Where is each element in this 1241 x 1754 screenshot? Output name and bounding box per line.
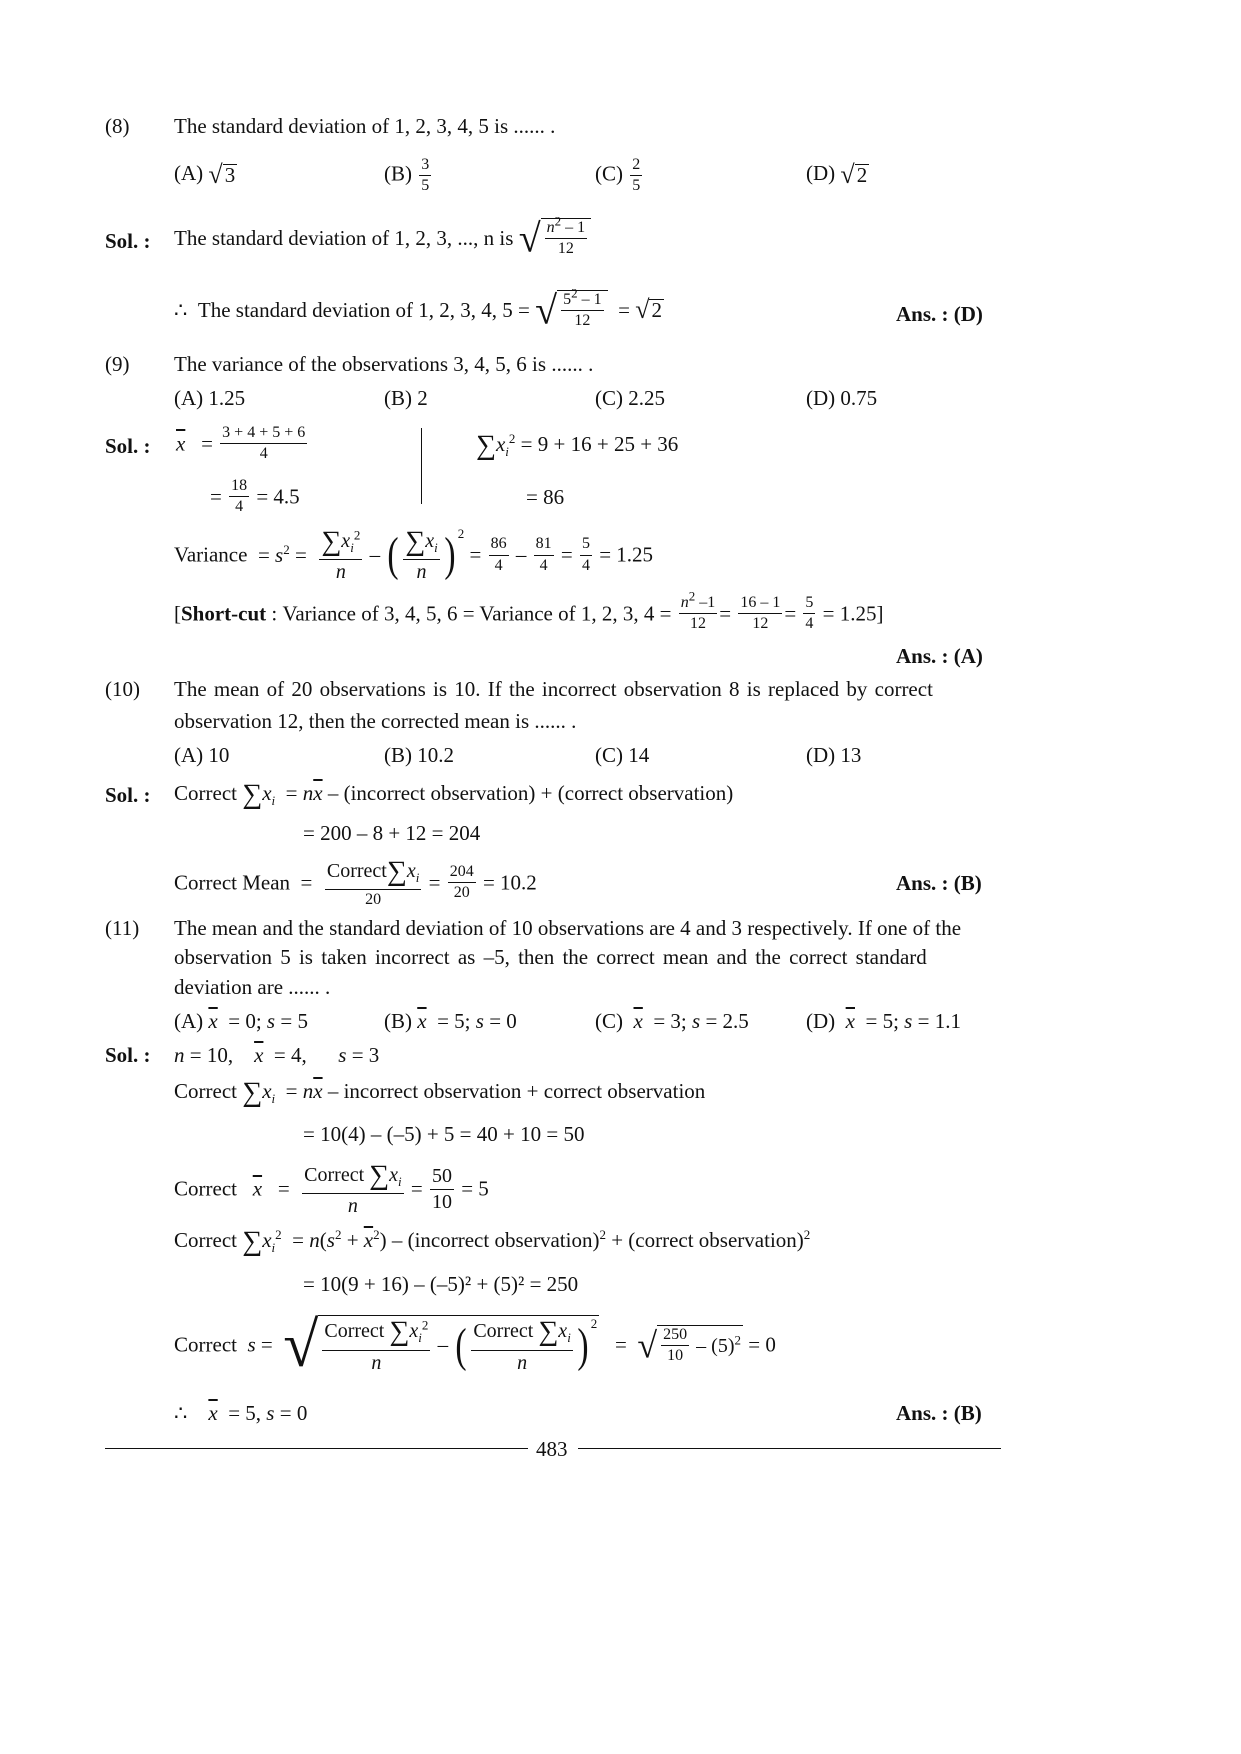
q9-variance-formula: Variance = $s^2$ = $\frac{\sum x_i^2}{n}$ – ( $\frac{\sum x_i}{n}$ ) $^2$ = $\frac{86}{4}$ – $\frac{81}{4}$ = $\frac{5}{4}$ = 1.25 (174, 525, 654, 584)
q8-number: (8) (105, 114, 130, 138)
q10-option-a: (A) 10 (174, 743, 230, 767)
page-number: 483 (536, 1437, 568, 1461)
q9-option-a: (A) 1.25 (174, 386, 246, 410)
q9-option-d: (D) 0.75 (806, 386, 878, 410)
q8-option-d: (D) √2 (806, 160, 868, 189)
footer-rule-left (105, 1448, 528, 1449)
footer-rule-right (578, 1448, 1001, 1449)
q11-sumsq-line1: Correct $\sum x_i^2 = n(s^2 + \overline{x}^2)$ – (incorrect observation)$^2$ + (correct observation)$^2$ (174, 1226, 811, 1257)
q11-answer: Ans. : (B) (896, 1401, 982, 1425)
q10-sol-line2: = 200 – 8 + 12 = 204 (303, 821, 481, 845)
q10-mean-formula: Correct Mean = $\frac{Correct\sum x_i}{20}$ = $\frac{204}{20}$ = 10.2 (174, 856, 537, 909)
q10-number: (10) (105, 677, 140, 701)
q9-shortcut: [Short-cut : Variance of 3, 4, 5, 6 = Variance of 1, 2, 3, 4 = $\frac{n^2 -1}{12}$ = $\frac{16 - 1}{12}$ = $\frac{5}{4}$ = 1.25] (174, 588, 884, 633)
q9-divider (421, 428, 422, 504)
q11-sumsq-line2: = 10(9 + 16) – (–5)² + (5)² = 250 (303, 1272, 579, 1296)
q9-answer: Ans. : (A) (896, 644, 983, 668)
q9-mean-formula: $\overline{x}$ = $\frac{3 + 4 + 5 + 6}{4}$ (176, 424, 306, 463)
q9-sum-squares-result: = 86 (526, 485, 565, 509)
q9-sum-squares: $\sum x_i^2 = 9 + 16 + 25 + 36$ (476, 430, 679, 461)
q11-text-line3: deviation are ...... . (174, 975, 331, 999)
q11-mean-formula: Correct $\overline{x}$ = $\frac{Correct \sum x_i}{n}$ = $\frac{50}{10}$ = 5 (174, 1160, 489, 1218)
q8-sol-label: Sol. : (105, 229, 151, 253)
q10-answer: Ans. : (B) (896, 871, 982, 895)
q11-option-a: (A) $\overline{x} = 0$; s = 5 (174, 1009, 308, 1033)
q8-sol-line2: ∴ The standard deviation of 1, 2, 3, 4, 5 = √ $\frac{5^2 - 1}{12}$ = √2 (174, 285, 662, 333)
q11-conclusion: ∴ $\overline{x} = 5$, s = 0 (174, 1401, 308, 1425)
q9-text: The variance of the observations 3, 4, 5, 6 is ...... . (174, 352, 594, 376)
q10-sol-label: Sol. : (105, 783, 151, 807)
q8-sol-line1: The standard deviation of 1, 2, 3, ..., n is √ $\frac{n^2 - 1}{12}$ (174, 218, 591, 259)
q11-number: (11) (105, 916, 140, 940)
q9-mean-result: = $\frac{18}{4}$ = 4.5 (210, 477, 300, 516)
q8-option-c: (C) $\frac{2}{5}$ (595, 156, 641, 195)
q10-option-b: (B) 10.2 (384, 743, 454, 767)
q11-sum-line1: Correct $\sum x_i = n\overline{x}$ – incorrect observation + correct observation (174, 1077, 706, 1108)
q11-text-line1: The mean and the standard deviation of 10 observations are 4 and 3 respectively. If one of the (174, 916, 962, 940)
q11-sd-formula: Correct s = √ $\frac{Correct \sum x_i^2}{n}$ – ( $\frac{Correct \sum x_i}{n}$ ) $^2$ = √ $\frac{250}{10}$ – $(5)^2 = 0$ (174, 1309, 776, 1380)
q9-option-b: (B) 2 (384, 386, 428, 410)
q8-option-a: (A) √3 (174, 160, 236, 189)
q11-option-d: (D) $\overline{x} = 5$; s = 1.1 (806, 1009, 961, 1033)
q9-sol-label: Sol. : (105, 434, 151, 458)
q8-text: The standard deviation of 1, 2, 3, 4, 5 is ...... . (174, 114, 556, 138)
q10-text-line1: The mean of 20 observations is 10. If the incorrect observation 8 is replaced by correct (174, 677, 933, 701)
q10-option-c: (C) 14 (595, 743, 650, 767)
q8-answer: Ans. : (D) (896, 302, 983, 326)
q9-option-c: (C) 2.25 (595, 386, 665, 410)
q11-option-c: (C) $\overline{x} = 3$; s = 2.5 (595, 1009, 749, 1033)
q11-sum-line2: = 10(4) – (–5) + 5 = 40 + 10 = 50 (303, 1122, 585, 1146)
q10-text-line2: observation 12, then the corrected mean is ...... . (174, 709, 577, 733)
q9-number: (9) (105, 352, 130, 376)
q8-option-b: (B) $\frac{3}{5}$ (384, 156, 430, 195)
q10-sol-line1: Correct $\sum x_i = n\overline{x}$ – (incorrect observation) + (correct observation) (174, 779, 734, 810)
q11-given: n = 10, $\overline{x} = 4$, s = 3 (174, 1043, 380, 1067)
q11-option-b: (B) $\overline{x} = 5$; s = 0 (384, 1009, 517, 1033)
q11-sol-label: Sol. : (105, 1043, 151, 1067)
q11-text-line2: observation 5 is taken incorrect as –5, then the correct mean and the correct standard (174, 945, 927, 969)
q10-option-d: (D) 13 (806, 743, 862, 767)
